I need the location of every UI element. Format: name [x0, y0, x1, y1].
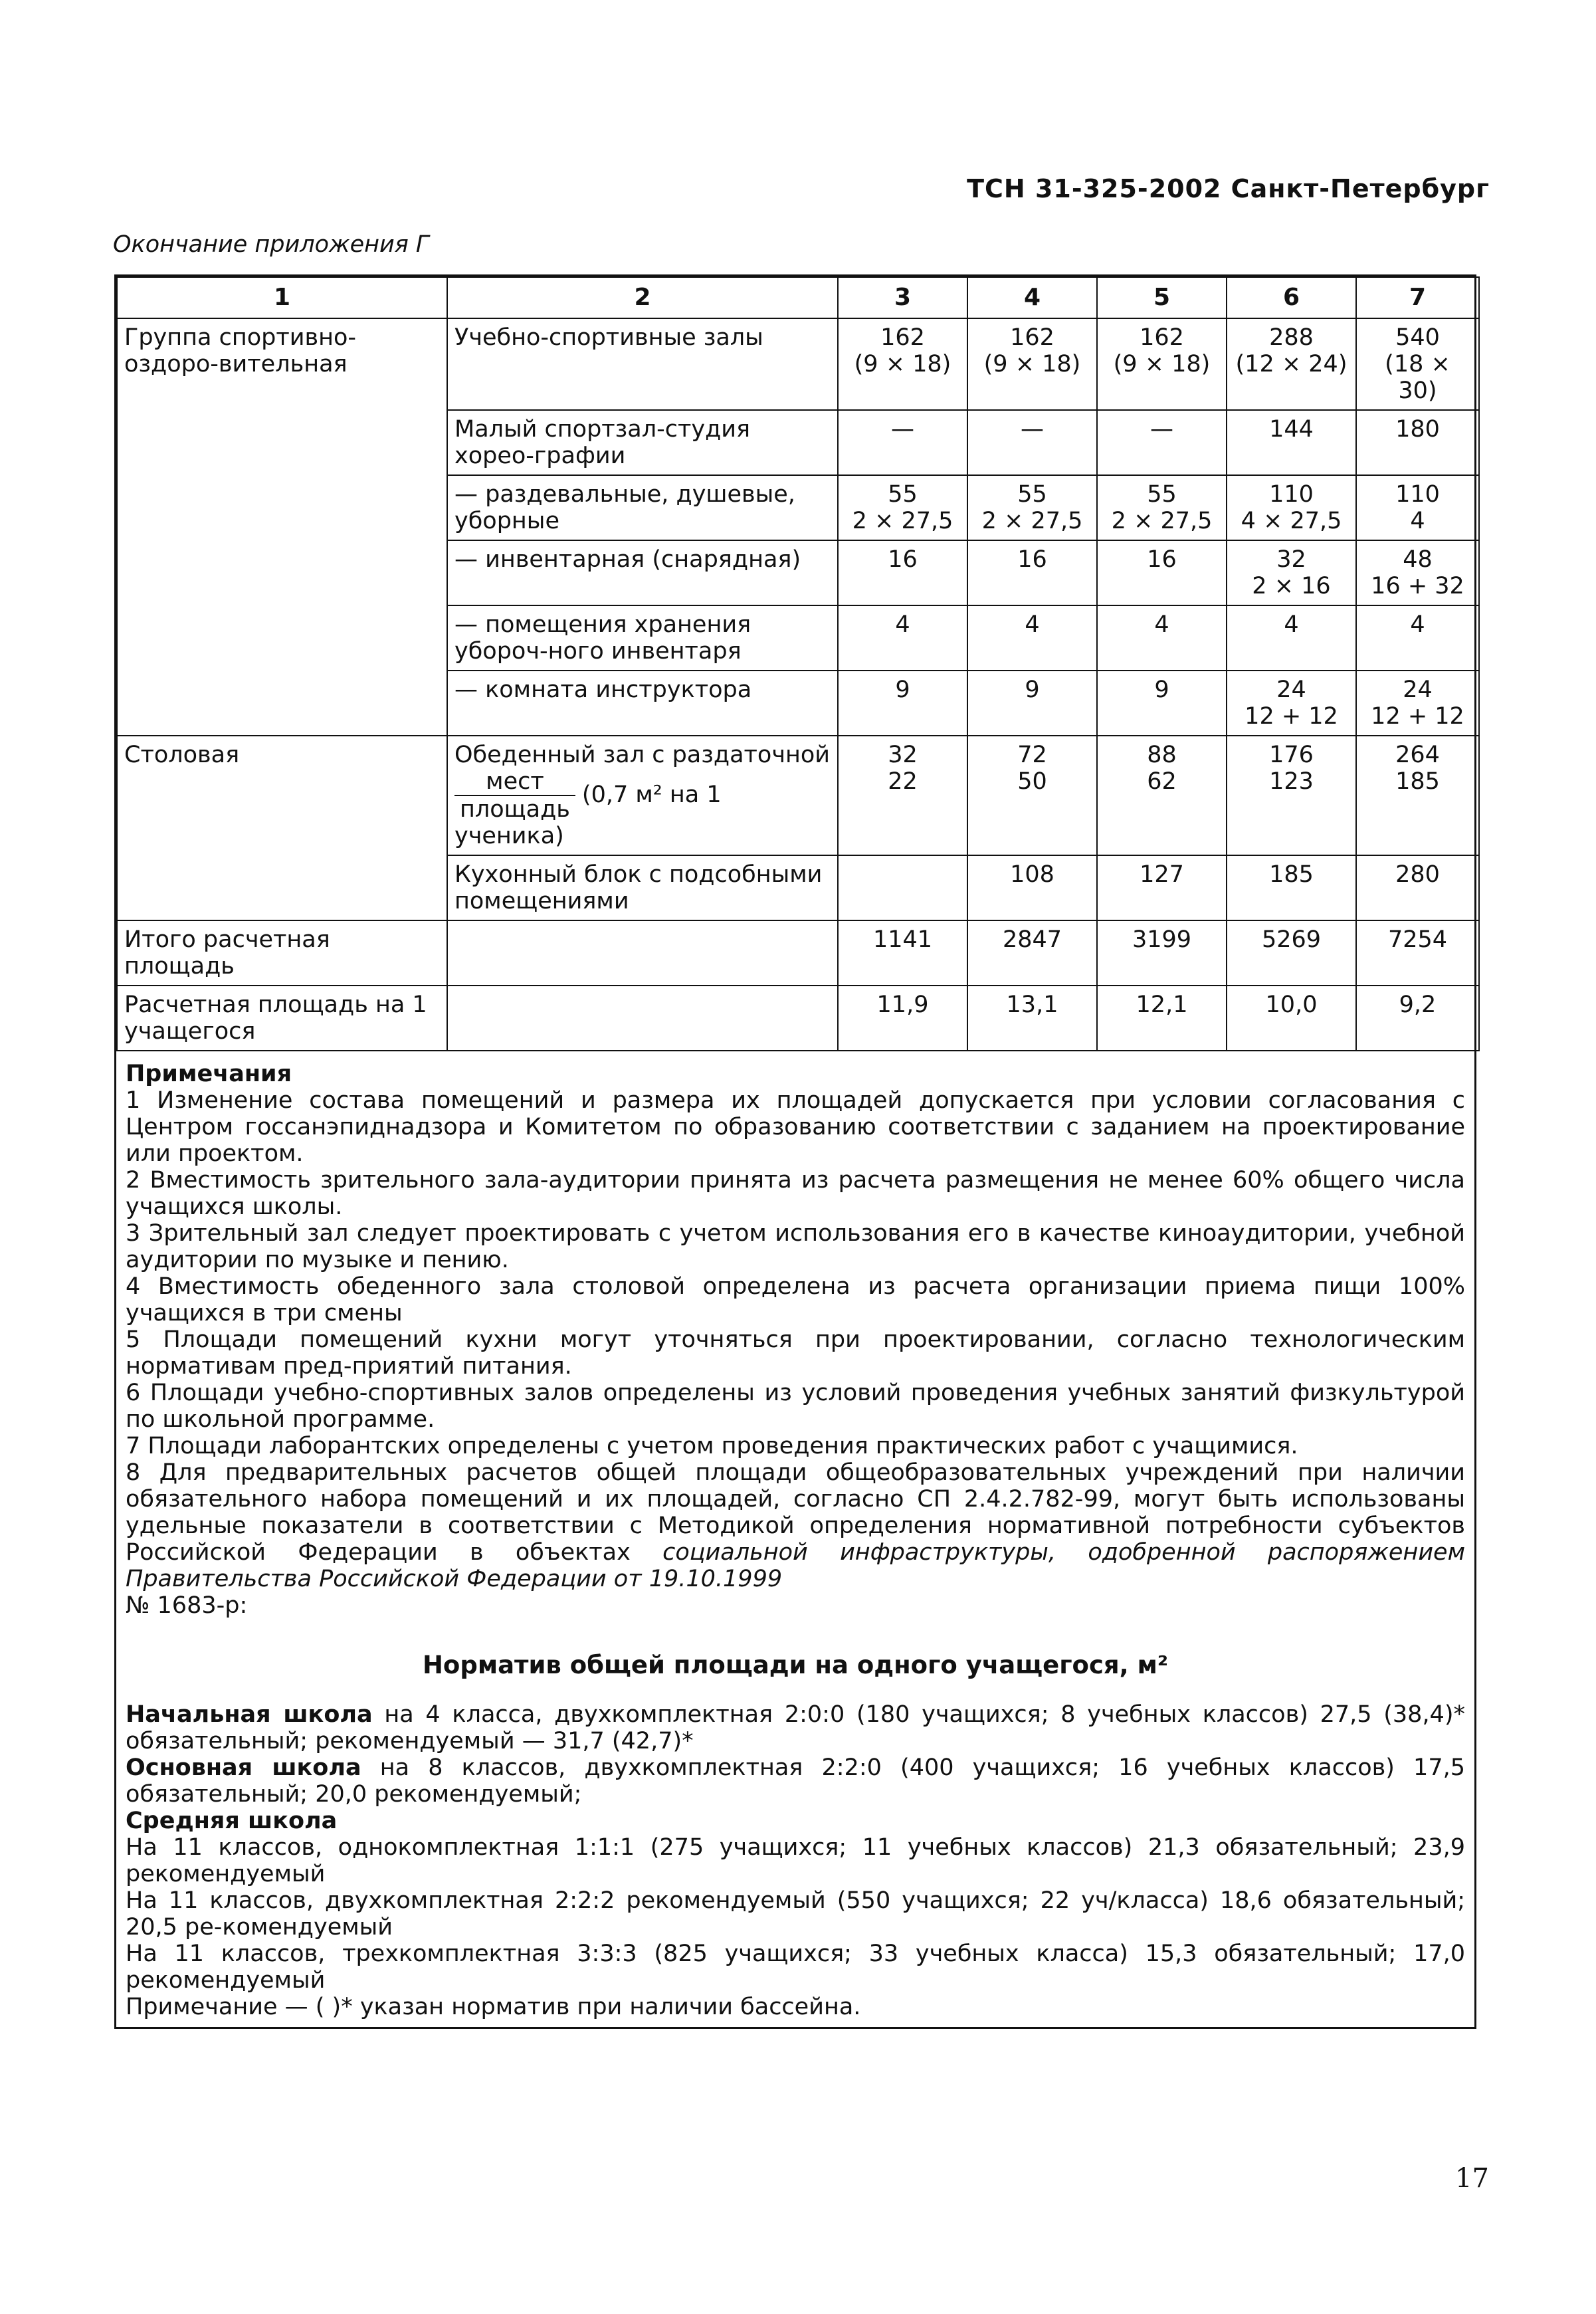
cell-value: 22: [888, 768, 918, 795]
cell-value: (12 × 24): [1235, 351, 1347, 377]
cell-value: 13,1: [1006, 992, 1058, 1018]
note-item: 7 Площади лаборантских определены с учетом проведения практических работ с учащимися.: [126, 1433, 1298, 1459]
value-cell: [1097, 671, 1227, 736]
value-cell: [838, 410, 967, 475]
value-cell: [1227, 410, 1356, 475]
cell-value: 3199: [1132, 926, 1192, 953]
room-name: — комната инструктора: [447, 671, 838, 736]
column-header: 4: [967, 277, 1097, 318]
cell-value: 2 × 27,5: [981, 508, 1083, 534]
value-cell: [1097, 318, 1227, 410]
primary-school-text: на 4 класса, двухкомплектная 2:0:0 (180 учащихся; 8 учебных классов) 27,5 (38,4)* обязательный; рекомендуемый — 31,7 (42,7)*: [126, 1701, 1465, 1754]
cell-value: 110: [1395, 481, 1440, 508]
cell-value: 540: [1395, 324, 1440, 351]
value-cell: [1097, 410, 1227, 475]
value-cell: [967, 855, 1097, 920]
notes-section: [116, 1051, 1474, 2027]
cell-value: 4: [1410, 508, 1425, 534]
fraction-numerator: мест: [454, 768, 575, 796]
note-item: 4 Вместимость обеденного зала столовой определена из расчета организации приема пищи 100% учащихся в три смены: [126, 1273, 1465, 1326]
value-cell: [1227, 736, 1356, 855]
value-cell: [1356, 540, 1479, 605]
value-cell: [1227, 855, 1356, 920]
cell-value: 176: [1269, 742, 1314, 768]
note-item-8-italic: социальной инфраструктуры, одобренной распоряжением Правительства Российской Федерации от 19.10.1999: [126, 1539, 1465, 1592]
room-name: Кухонный блок с подсобными помещениями: [447, 855, 838, 920]
value-cell: [967, 986, 1097, 1051]
cell-value: 24: [1403, 677, 1433, 703]
cell-value: 72: [1017, 742, 1047, 768]
table-row: [117, 736, 1479, 855]
cell-value: 9: [895, 677, 910, 703]
cell-value: 4: [1284, 611, 1299, 638]
value-cell: [967, 605, 1097, 671]
cell-value: 4: [895, 611, 910, 638]
value-cell: [1356, 475, 1479, 540]
row-group-label: Расчетная площадь на 1 учащегося: [117, 986, 447, 1051]
ratio-fraction: [454, 768, 722, 849]
column-header: 5: [1097, 277, 1227, 318]
value-cell: [1227, 986, 1356, 1051]
cell-value: 62: [1147, 768, 1177, 795]
cell-value: 162: [1140, 324, 1184, 351]
cell-value: 4: [1410, 611, 1425, 638]
row-group-label: Итого расчетная площадь: [117, 920, 447, 986]
page-number: 17: [1455, 2163, 1489, 2194]
cell-value: 280: [1395, 861, 1440, 888]
cell-value: 180: [1395, 416, 1440, 443]
cell-value: —: [891, 416, 914, 443]
note-item: 1 Изменение состава помещений и размера их площадей допускается при условии согласования с Центром госсанэпиднадзора и Комитетом по образованию соответствии с заданием на проектирование или проектом.: [126, 1087, 1465, 1167]
cell-value: 162: [880, 324, 925, 351]
value-cell: [838, 605, 967, 671]
fraction-denominator: площадь: [460, 796, 570, 823]
room-name: — инвентарная (снарядная): [447, 540, 838, 605]
note-item: 5 Площади помещений кухни могут уточняться при проектировании, согласно технологическим нормативам пред-приятий питания.: [126, 1326, 1465, 1380]
cell-value: 108: [1010, 861, 1054, 888]
norm-footnote: Примечание — ( )* указан норматив при наличии бассейна.: [126, 1994, 861, 2020]
value-cell: [1097, 605, 1227, 671]
room-name: [447, 920, 838, 986]
column-header: 6: [1227, 277, 1356, 318]
cell-value: (9 × 18): [854, 351, 951, 377]
value-cell: [1097, 855, 1227, 920]
value-cell: [838, 986, 967, 1051]
notes-title: Примечания: [126, 1061, 292, 1087]
secondary-school-line: На 11 классов, трехкомплектная 3:3:3 (825 учащихся; 33 учебных класса) 15,3 обязательный; 17,0 рекомендуемый: [126, 1941, 1465, 1994]
cell-value: 2 × 27,5: [852, 508, 953, 534]
value-cell: [1227, 920, 1356, 986]
cell-value: 162: [1010, 324, 1054, 351]
cell-value: 4: [1154, 611, 1169, 638]
secondary-school-line: На 11 классов, двухкомплектная 2:2:2 рекомендуемый (550 учащихся; 22 уч/класса) 18,6 обязательный; 20,5 ре-комендуемый: [126, 1887, 1465, 1941]
value-cell: [1356, 986, 1479, 1051]
value-cell: [1227, 605, 1356, 671]
value-cell: [838, 671, 967, 736]
value-cell: [1097, 540, 1227, 605]
value-cell: [1356, 410, 1479, 475]
cell-value: 264: [1395, 742, 1440, 768]
room-name: [447, 986, 838, 1051]
column-header: 7: [1356, 277, 1479, 318]
norm-title: Норматив общей площади на одного учащегося, м²: [422, 1651, 1169, 1679]
area-table: [116, 276, 1480, 1051]
value-cell: [967, 318, 1097, 410]
cell-value: 16: [1147, 546, 1177, 573]
value-cell: [1097, 920, 1227, 986]
value-cell: [1227, 540, 1356, 605]
value-cell: [1356, 855, 1479, 920]
room-name: Учебно-спортивные залы: [447, 318, 838, 410]
fraction-note: (0,7 м² на 1 ученика): [454, 782, 722, 849]
row-group-label: Группа спортивно-оздоро-вительная: [117, 318, 447, 736]
table-row: [117, 318, 1479, 410]
note-item-8-main: 8 Для предварительных расчетов общей площади общеобразовательных учреждений при наличии обязательного набора помещений и их площадей, согласно СП 2.4.2.782-99, могут быть использованы удельные показатели в соответствии с Методикой определения нормативной потребности субъектов Российской Федерации в объектах: [126, 1459, 1465, 1566]
value-cell: [1227, 475, 1356, 540]
document-frame: [114, 274, 1476, 2029]
cell-value: 24: [1276, 677, 1306, 703]
value-cell: [838, 736, 967, 855]
primary-school-label: Начальная школа: [126, 1701, 373, 1728]
cell-value: 288: [1269, 324, 1314, 351]
cell-value: 55: [1147, 481, 1177, 508]
cell-value: 123: [1269, 768, 1314, 795]
cell-value: 55: [888, 481, 918, 508]
room-name: [447, 736, 838, 855]
cell-value: 1141: [872, 926, 933, 953]
value-cell: [1227, 671, 1356, 736]
cell-value: 10,0: [1265, 992, 1318, 1018]
table-header-row: [117, 277, 1479, 318]
cell-value: 185: [1395, 768, 1440, 795]
note-item-8: [126, 1459, 1465, 1619]
secondary-school-label: [126, 1808, 1465, 1834]
cell-value: 2 × 16: [1252, 573, 1331, 599]
cell-value: 7254: [1387, 926, 1448, 953]
secondary-school-line: На 11 классов, однокомплектная 1:1:1 (275 учащихся; 11 учебных классов) 21,3 обязательный; 23,9 рекомендуемый: [126, 1834, 1465, 1887]
cell-value: 12,1: [1136, 992, 1188, 1018]
column-header: 3: [838, 277, 967, 318]
cell-value: (9 × 18): [1113, 351, 1211, 377]
secondary-school-label-text: Средняя школа: [126, 1808, 338, 1834]
cell-value: 144: [1269, 416, 1314, 443]
room-name: — раздевальные, душевые, уборные: [447, 475, 838, 540]
cell-value: 9: [1025, 677, 1040, 703]
value-cell: [838, 855, 967, 920]
basic-school-norm: [126, 1754, 1465, 1808]
value-cell: [838, 540, 967, 605]
appendix-ending-label: Окончание приложения Г: [113, 231, 429, 258]
table-row: [117, 986, 1479, 1051]
primary-school-norm: [126, 1701, 1465, 1754]
note-item: 3 Зрительный зал следует проектировать с учетом использования его в качестве киноаудитории, учебной аудитории по музыке и пению.: [126, 1220, 1465, 1273]
cell-value: 48: [1403, 546, 1433, 573]
cell-value: 4 × 27,5: [1241, 508, 1342, 534]
value-cell: [1097, 986, 1227, 1051]
value-cell: [838, 318, 967, 410]
document-header: ТСН 31-325-2002 Санкт-Петербург: [967, 174, 1490, 203]
basic-school-label: Основная школа: [126, 1754, 361, 1781]
cell-value: —: [1150, 416, 1173, 443]
value-cell: [838, 475, 967, 540]
note-item: 6 Площади учебно-спортивных залов определены из условий проведения учебных занятий физкультурой по школьной программе.: [126, 1380, 1465, 1433]
cell-value: 16 + 32: [1371, 573, 1464, 599]
cell-value: 11,9: [876, 992, 929, 1018]
cell-value: —: [1021, 416, 1044, 443]
cell-value: 127: [1140, 861, 1184, 888]
room-name-text: Обеденный зал с раздаточной: [454, 742, 831, 768]
value-cell: [1227, 318, 1356, 410]
cell-value: 185: [1269, 861, 1314, 888]
table-row: [117, 920, 1479, 986]
value-cell: [1356, 920, 1479, 986]
cell-value: 9,2: [1399, 992, 1437, 1018]
cell-value: 55: [1017, 481, 1047, 508]
cell-value: 50: [1017, 768, 1047, 795]
value-cell: [967, 736, 1097, 855]
value-cell: [1356, 318, 1479, 410]
note-item: 2 Вместимость зрительного зала-аудитории принята из расчета размещения не менее 60% общего числа учащихся школы.: [126, 1167, 1465, 1220]
cell-value: 32: [888, 742, 918, 768]
cell-value: 5269: [1261, 926, 1322, 953]
value-cell: [838, 920, 967, 986]
value-cell: [967, 410, 1097, 475]
cell-value: 9: [1154, 677, 1169, 703]
value-cell: [1097, 736, 1227, 855]
value-cell: [1356, 605, 1479, 671]
column-header: 2: [447, 277, 838, 318]
cell-value: 4: [1025, 611, 1040, 638]
note-item-8-end: № 1683-р:: [126, 1592, 248, 1619]
room-name: Малый спортзал-студия хорео-графии: [447, 410, 838, 475]
table-body: [117, 318, 1479, 1051]
cell-value: 110: [1269, 481, 1314, 508]
room-name: — помещения хранения убороч-ного инвентаря: [447, 605, 838, 671]
value-cell: [967, 540, 1097, 605]
value-cell: [967, 920, 1097, 986]
cell-value: 12 + 12: [1371, 703, 1464, 730]
value-cell: [1356, 671, 1479, 736]
row-group-label: Столовая: [117, 736, 447, 920]
basic-school-text: на 8 классов, двухкомплектная 2:2:0 (400 учащихся; 16 учебных классов) 17,5 обязательный; 20,0 рекомендуемый;: [126, 1754, 1465, 1808]
value-cell: [1356, 736, 1479, 855]
cell-value: 88: [1147, 742, 1177, 768]
cell-value: 16: [888, 546, 918, 573]
cell-value: 2847: [1002, 926, 1062, 953]
value-cell: [967, 671, 1097, 736]
cell-value: (9 × 18): [983, 351, 1081, 377]
cell-value: 16: [1017, 546, 1047, 573]
value-cell: [967, 475, 1097, 540]
cell-value: (18 × 30): [1385, 351, 1450, 404]
value-cell: [1097, 475, 1227, 540]
cell-value: 12 + 12: [1245, 703, 1338, 730]
column-header: 1: [117, 277, 447, 318]
cell-value: 32: [1276, 546, 1306, 573]
cell-value: 2 × 27,5: [1111, 508, 1213, 534]
